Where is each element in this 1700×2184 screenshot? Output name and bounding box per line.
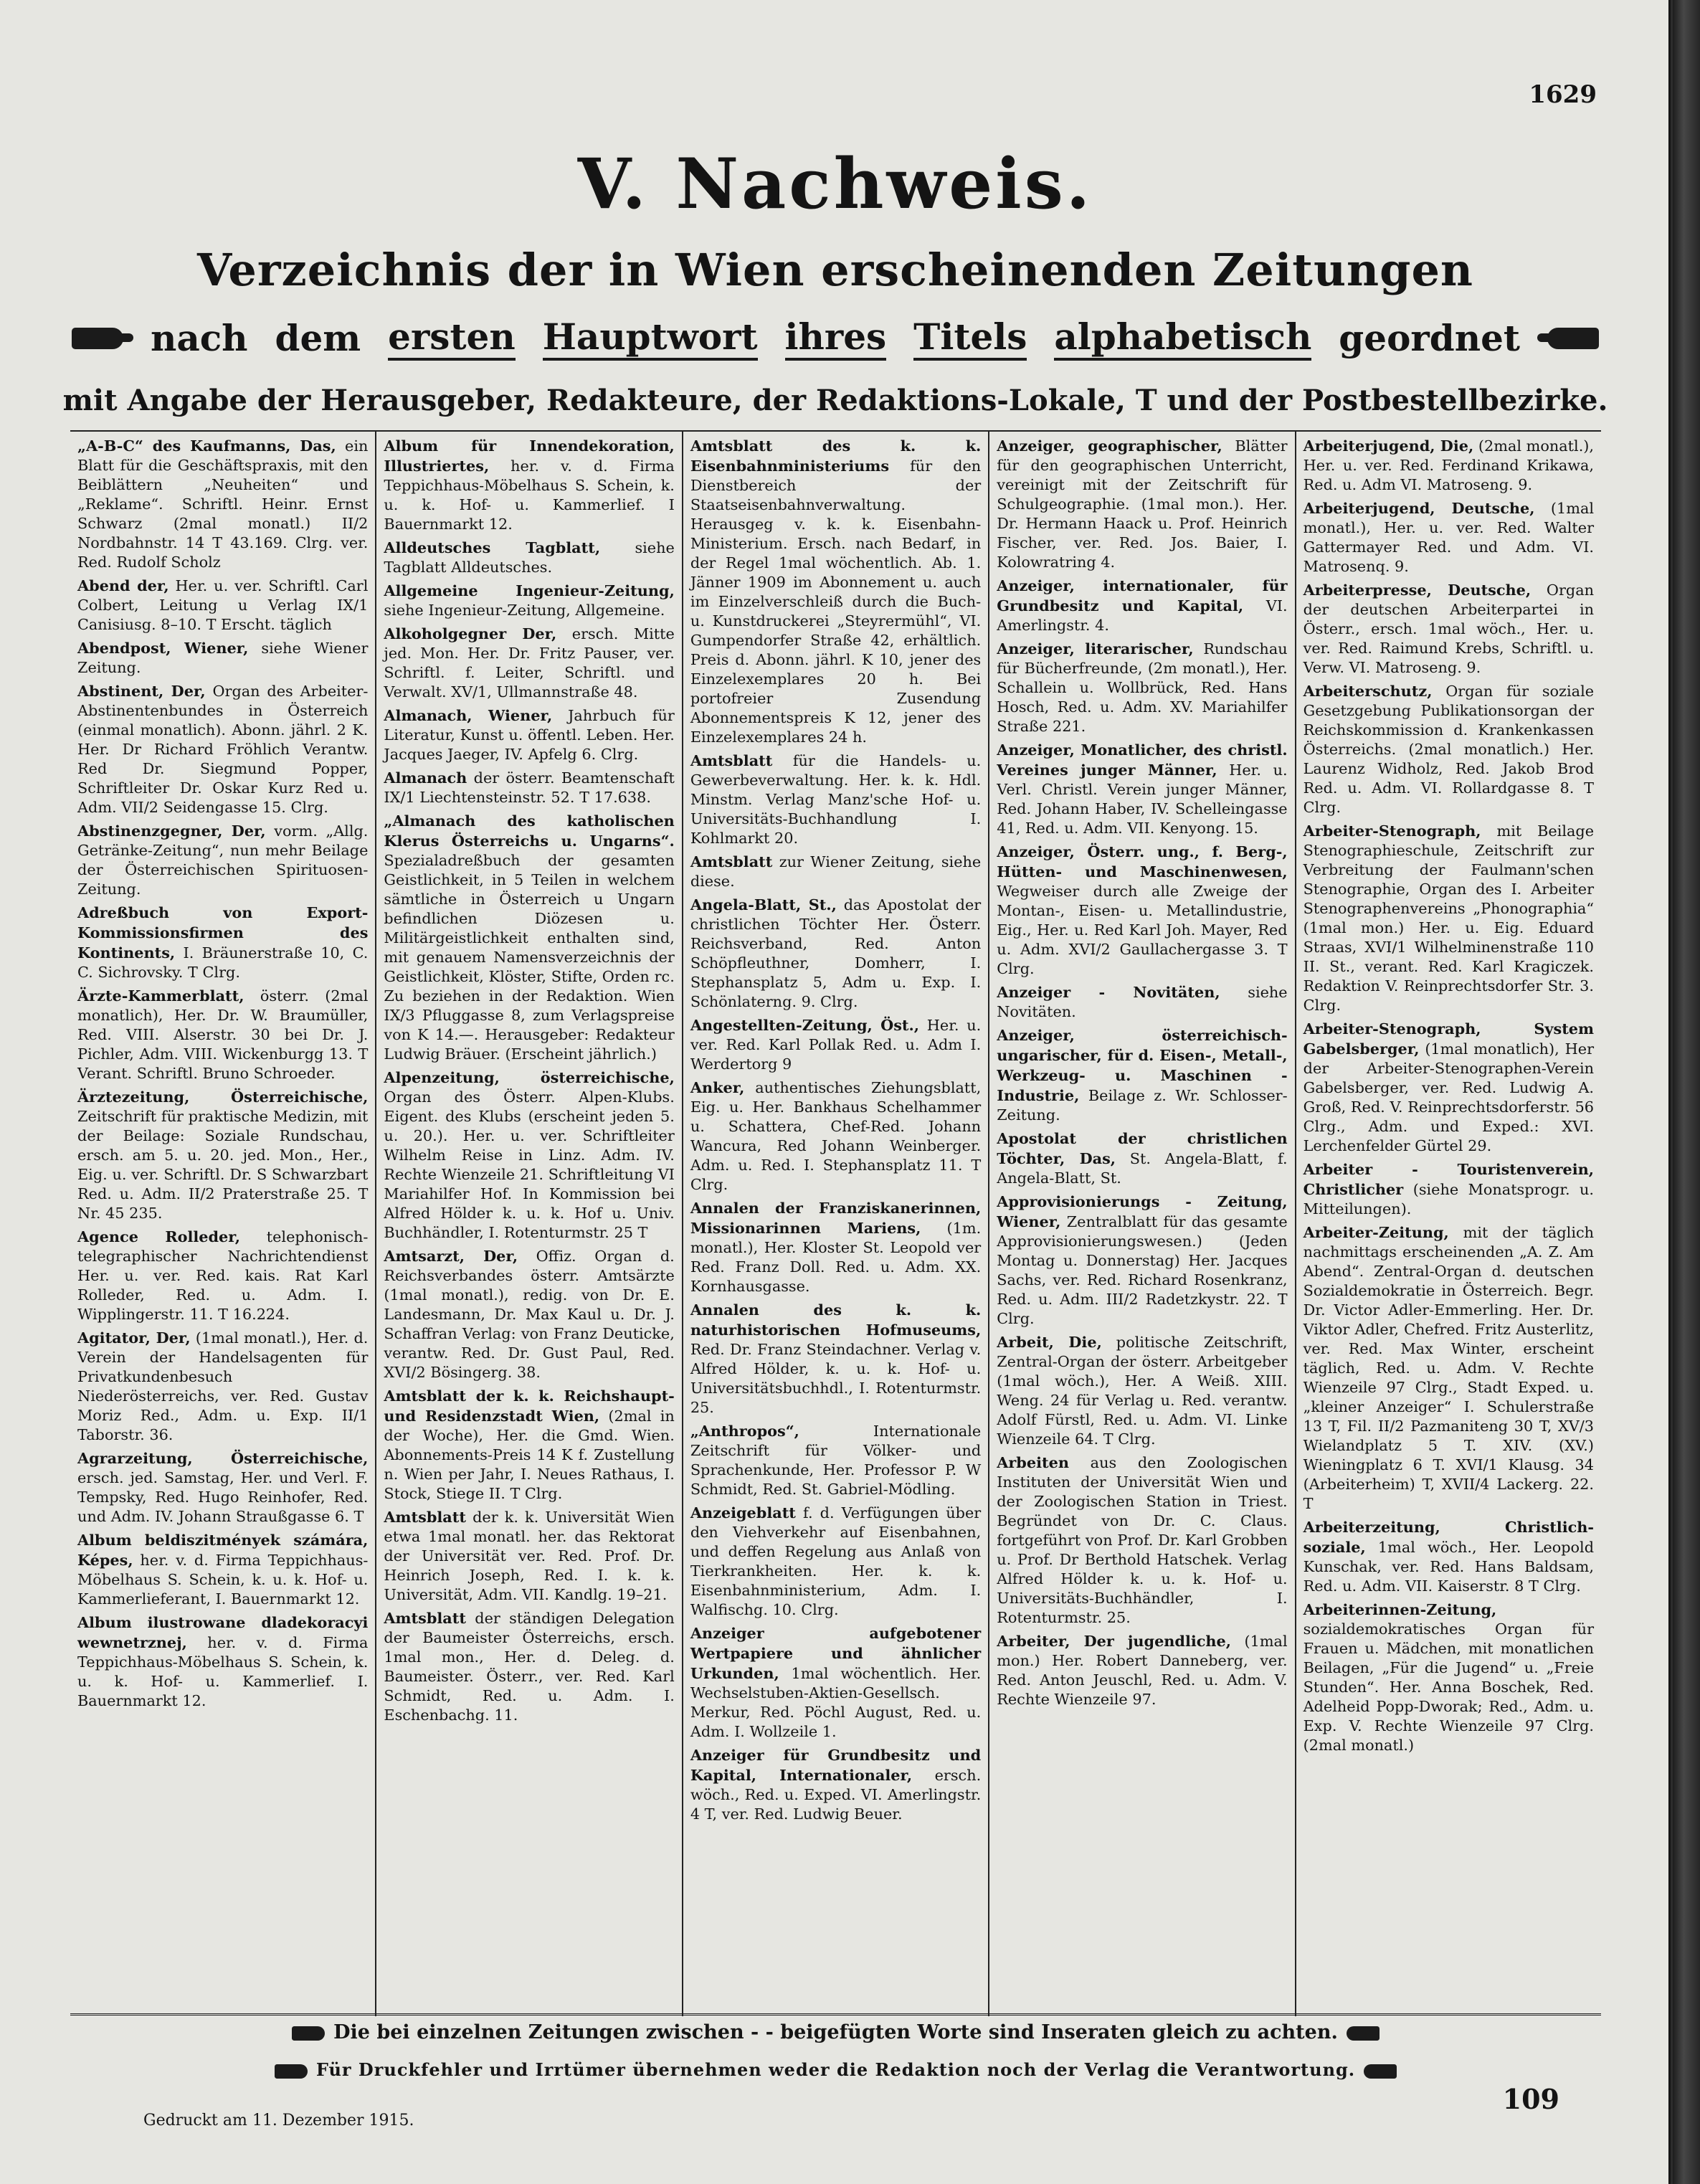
directory-entry [384, 1507, 674, 1605]
entry-details: das Apostolat der christlichen Töchter Her. Österr. Reichsverband, Red. Anton Schöpfleuthner, Domherr, I. Stephansplatz 5, Adm u. Exp. I. Schönlaterng. 9. Clrg. [690, 896, 982, 1010]
entry-title: „Anthropos“, [690, 1422, 799, 1440]
entry-title: Amtsarzt, Der, [384, 1247, 518, 1265]
entry-details: siehe Wiener Zeitung. [77, 640, 369, 676]
print-date: Gedruckt am 11. Dezember 1915. [143, 2112, 414, 2130]
directory-entry [1304, 821, 1594, 1015]
heading-word: geordnet [1339, 317, 1520, 359]
directory-entry [77, 1328, 368, 1445]
directory-entry [1304, 1517, 1594, 1596]
entry-title: Arbeiten [997, 1453, 1069, 1471]
directory-column [1295, 432, 1601, 2016]
entry-title: Anzeiger, Monatlicher, des christl. Vereines junger Männer, [997, 741, 1288, 779]
entry-title: Annalen des k. k. naturhistorischen Hofmuseums, [690, 1301, 982, 1339]
directory-entry [1304, 1600, 1594, 1755]
entry-title: Agitator, Der, [77, 1329, 191, 1347]
directory-entry [997, 740, 1287, 838]
entry-details: Her. u. Verl. Christl. Verein junger Männer, Red. Johann Haber, IV. Schelleingasse 41, Red. u. Adm. VII. Kenyong. 15. [997, 761, 1288, 837]
entry-title: Anzeiger, internationaler, für Grundbesitz und Kapital, [997, 576, 1288, 614]
directory-entry [690, 1015, 981, 1074]
entry-details: her. v. d. Firma Teppichhaus-Möbelhaus S. Schein, k. u. k. Hof- u. Kammerlief. I. Bauernmarkt 12. [77, 1634, 369, 1709]
directory-entry [690, 751, 981, 848]
directory-entry [384, 581, 674, 620]
entry-details: mit der täglich nachmittags erscheinenden „A. Z. Am Abend“. Zentral-Organ d. deutschen Sozialdemokratie in Österreich. Begr. Dr. Victor Adler-Emmerling. Her. Dr. Viktor Adler, Chefred. Fritz Austerlitz, ver. Red. Max Winter, erscheint täglich, Red. u. Adm. V. Rechte Wienzeile 97 Clrg., Stadt Exped. u. „kleiner Anzeiger“ I. Schulerstraße 13 T, Fil. II/2 Pazmaniteng 30 T, XV/3 Wielandplatz 5 T. XIV. (XV.) Wieningplatz 6 T. XVI/1 Klausg. 34 (Arbeiterheim) T, XVII/4 Lackerg. 22. T [1303, 1224, 1595, 1512]
directory-entry [384, 1608, 674, 1725]
entry-details: zur Wiener Zeitung, siehe diese. [690, 853, 982, 890]
entry-details: Jahrbuch für Literatur, Kunst u. öffentl. Leben. Her. Jacques Jaeger, IV. Apfelg 6. Clrg. [384, 707, 675, 763]
directory-entry [997, 982, 1287, 1022]
scan-edge [1673, 0, 1700, 2184]
directory-entry [77, 821, 368, 899]
directory-entry [77, 903, 368, 982]
entry-details: Her. u. ver. Red. Karl Pollak Red. u. Adm I. Werdertorg 9 [690, 1017, 982, 1073]
heading-word: ersten [388, 315, 516, 361]
entry-details: (1m. monatl.), Her. Kloster St. Leopold ver Red. Franz Doll. Red. u. Adm. XX. Kornhausgasse. [690, 1220, 982, 1295]
entry-details: siehe Ingenieur-Zeitung, Allgemeine. [384, 602, 665, 619]
directory-entry [77, 1087, 368, 1223]
entry-details: Organ für soziale Gesetzgebung Publikationsorgan der Reichskommission d. Krankenkassen Österreichs. (2mal monatlich.) Her. Laurenz Widholz, Red. Jakob Brod Red. u. Adm. VI. Rollardgasse 8. T Clrg. [1303, 683, 1595, 816]
directory-entry [77, 576, 368, 635]
directory-entry [77, 1227, 368, 1324]
directory-entry [690, 1503, 981, 1620]
entry-details: Blätter für den geographischen Unterricht, vereinigt mit der Zeitschrift für Schulgeographie. (1mal mon.). Her. Dr. Hermann Haack u. Prof. Heinrich Fischer, ver. Red. Jos. Baier, I. Kolowratring 4. [997, 437, 1288, 571]
entry-details: Beilage z. Wr. Schlosser-Zeitung. [997, 1087, 1288, 1124]
entry-title: Arbeiterjugend, Deutsche, [1303, 499, 1535, 517]
entry-title: Allgemeine Ingenieur-Zeitung, [384, 581, 675, 599]
entry-details: politische Zeitschrift, Zentral-Organ der österr. Arbeitgeber (1mal wöch.), Her. A Weiß. XIII. Weng. 24 für Verlag u. Red. verantw. Adolf Fürstl, Red. u. Adm. VI. Linke Wienzeile 64. T Clrg. [997, 1334, 1288, 1448]
entry-details: authentisches Ziehungsblatt, Eig. u. Her. Bankhaus Schelhammer u. Schattera, Chef-Red. Johann Wancura, Red Johann Weinberger. Adm. u. Red. I. Stephansplatz 11. T Clrg. [690, 1079, 982, 1193]
entry-title: Arbeiter-Stenograph, [1303, 822, 1481, 840]
directory-entry [997, 1332, 1287, 1449]
entry-details: ersch. jed. Samstag, Her. und Verl. F. Tempsky, Red. Hugo Reinhofer, Red. und Adm. IV. Johann Straußgasse 6. T [77, 1469, 369, 1525]
page-title: V. Nachweis. [577, 143, 1093, 224]
directory-entry [997, 1192, 1287, 1329]
directory-entry [77, 1613, 368, 1711]
entry-title: Amtsblatt der k. k. Reichshaupt- und Residenzstadt Wien, [384, 1387, 675, 1425]
entry-details: ersch. Mitte jed. Mon. Her. Dr. Fritz Pauser, ver. Schriftl. f. Leiter, Schriftl. und Verwalt. XV/1, Ullmannstraße 48. [384, 625, 675, 701]
entry-title: Arbeiterzeitung, Christlich-soziale, [1303, 1518, 1595, 1556]
directory-entry [384, 706, 674, 764]
entry-title: Anzeiger aufgebotener Wertpapiere und ähnlicher Urkunden, [690, 1624, 982, 1682]
heading-details: mit Angabe der Herausgeber, Redakteure, der Redaktions-Lokale, T und der Postbestellbezirke. [62, 384, 1608, 417]
entry-title: Arbeiter-Zeitung, [1303, 1223, 1449, 1241]
entry-details: mit Beilage Stenographieschule, Zeitschrift zur Verbreitung der Faulmann'schen Stenographie, Organ des I. Arbeiter Stenographenvereins „Phonographia“ (1mal mon.) Her. u. Eig. Eduard Straas, XVI/1 Wilhelminenstraße 110 II. St., verant. Red. Karl Kragiczek. Redaktion V. Reinprechtsdorfer Str. 3. Clrg. [1303, 822, 1595, 1014]
entry-details: (2mal in der Woche), Her. die Gmd. Wien. Abonnements-Preis 14 K f. Zustellung n. Wien per Jahr, I. Neues Rathaus, I. Stock, Stiege II. T Clrg. [384, 1407, 675, 1502]
entry-details: Internationale Zeitschrift für Völker- und Sprachenkunde, Her. Professor P. W Schmidt, Red. St. Gabriel-Mödling. [690, 1423, 982, 1498]
entry-title: Abend der, [77, 576, 169, 594]
entry-title: Album für Innendekoration, Illustriertes, [384, 437, 675, 475]
pointing-hand-icon [1364, 2064, 1397, 2079]
heading-word: ihres [785, 315, 887, 361]
directory-column [682, 432, 988, 2016]
entry-details: 1mal wöch., Her. Leopold Kunschak, ver. Red. Hans Baldsam, Red. u. Adm. VII. Kaiserstr. 8 T Clrg. [1303, 1539, 1595, 1595]
directory-entry [77, 986, 368, 1083]
directory-entry [690, 1300, 981, 1418]
entry-title: Alkoholgegner Der, [384, 625, 557, 642]
directory-entry [77, 638, 368, 678]
pointing-hand-icon [72, 328, 123, 349]
entry-title: Angela-Blatt, St., [690, 896, 837, 913]
entry-details: österr. (2mal monatlich), Her. Dr. W. Braumüller, Red. VIII. Alserstr. 30 bei Dr. J. Pichler, Adm. VIII. Wickenburgg 13. T Verant. Schriftl. Bruno Schroeder. [77, 987, 369, 1082]
entry-details: der k. k. Universität Wien etwa 1mal monatl. her. das Rektorat der Universität ver. Red. Prof. Dr. Heinrich Joseph, Red. I. k. k. Universität, Adm. VII. Kandlg. 19–21. [384, 1509, 675, 1603]
directory-column [988, 432, 1294, 2016]
entry-title: Agrarzeitung, Österreichische, [77, 1449, 369, 1467]
entry-title: Abstinent, Der, [77, 682, 206, 700]
page-number: 1629 [1529, 80, 1597, 109]
directory-entry [997, 1631, 1287, 1709]
directory-entry [384, 436, 674, 534]
directory-entry [997, 576, 1287, 635]
entry-title: Arbeiterpresse, Deutsche, [1303, 581, 1532, 599]
entry-details: Organ der deutschen Arbeiterpartei in Österr., ersch. 1mal wöch., Her. u. ver. Red. Raimund Krebs, Schriftl. u. Verw. VI. Matroseng. 9. [1303, 581, 1595, 676]
entry-details: (1mal monatl.), Her. u. ver. Red. Walter Gattermayer Red. und Adm. VI. Matrosenq. 9. [1303, 500, 1595, 575]
entry-title: Arbeit, Die, [997, 1333, 1102, 1351]
entry-title: „A-B-C“ des Kaufmanns, Das, [77, 437, 336, 455]
entry-details: ersch. wöch., Red. u. Exped. VI. Amerlingstr. 4 T, ver. Red. Ludwig Beuer. [690, 1767, 982, 1823]
directory-entry [997, 1453, 1287, 1628]
entry-details: siehe Novitäten. [997, 984, 1288, 1020]
sheet-number: 109 [1502, 2083, 1559, 2115]
entry-title: Album ilustrowane dladekoracyi wewnetrznej, [77, 1613, 369, 1651]
entry-details: f. d. Verfügungen über den Viehverkehr auf Eisenbahnen, und deffen Regelung aus Anlaß von Tierkrankheiten. Her. k. k. Eisenbahnministerium, Adm. I. Walfischg. 10. Clrg. [690, 1504, 982, 1618]
directory-entry [384, 768, 674, 807]
entry-title: Amtsblatt [384, 1609, 466, 1627]
entry-details: (2mal monatl.), Her. u. ver. Red. Ferdinand Krikawa, Red. u. Adm VI. Matroseng. 9. [1303, 437, 1595, 493]
entry-details: VI. Amerlingstr. 4. [997, 597, 1288, 634]
entry-title: Ärzte-Kammerblatt, [77, 987, 244, 1005]
entry-details: für die Handels- u. Gewerbeverwaltung. Her. k. k. Hdl. Minstm. Verlag Manz'sche Hof- u. Universitäts-Buchhandlung I. Kohlmarkt 20. [690, 752, 982, 847]
directory-entry [1304, 498, 1594, 576]
directory-entry [77, 1530, 368, 1609]
entry-details: 1mal wöchentlich. Her. Wechselstuben-Aktien-Gesellsch. Merkur, Red. Pöchl August, Red. u. Adm. I. Wollzeile 1. [690, 1665, 982, 1740]
heading-word: Titels [913, 315, 1027, 361]
entry-details: Organ des Österr. Alpen-Klubs. Eigent. des Klubs (erscheint jeden 5. u. 20.). Her. u. ver. Schriftleiter Wilhelm Reise in Linz. Adm. IV. Rechte Wienzeile 21. Schriftleitung VI Mariahilfer Hof. In Kommission bei Alfred Hölder k. u. k. Hof u. Univ. Buchhändler, I. Rotenturmstr. 25 T [384, 1088, 675, 1241]
directory-entry [1304, 681, 1594, 817]
pointing-hand-icon [275, 2064, 308, 2079]
entry-details: Offiz. Organ d. Reichsverbandes österr. Amtsärzte (1mal monatl.), redig. von Dr. E. Landesmann, Dr. Max Kaul u. Dr. J. Schaffran Verlag: von Franz Deuticke, verantw. Red. Dr. Gust Paul, Red. XVI/2 Bösingerg. 38. [384, 1248, 675, 1381]
entry-title: Album beldiszitmények számára, Képes, [77, 1531, 369, 1569]
entry-details: I. Bräunerstraße 10, C. C. Sichrovsky. T Clrg. [77, 944, 369, 981]
directory-entry [384, 624, 674, 702]
footer-disclaimer [70, 2059, 1601, 2080]
entry-title: Almanach, Wiener, [384, 706, 553, 724]
entry-title: Arbeiter, Der jugendliche, [997, 1632, 1232, 1650]
entry-title: Amtsblatt [690, 853, 773, 870]
entry-details: Zentralblatt für das gesamte Approvisionierungswesen.) (Jeden Montag u. Donnerstag) Her. Jacques Sachs, ver. Red. Richard Rosenkranz, Red. u. Adm. III/2 Radetzkystr. 22. T Clrg. [997, 1213, 1288, 1327]
entry-title: Adreßbuch von Export-Kommissionsfirmen des Kontinents, [77, 903, 369, 962]
heading-word: alphabetisch [1054, 315, 1311, 361]
footer-disclaimer-text: Für Druckfehler und Irrtümer übernehmen weder die Redaktion noch der Verlag die Verantwortung. [315, 2059, 1356, 2080]
page-subtitle: Verzeichnis der in Wien erscheinenden Zeitungen [197, 244, 1473, 296]
directory-entry [77, 436, 368, 572]
directory-columns [70, 430, 1601, 2016]
entry-title: Arbeiterinnen-Zeitung, [1303, 1600, 1497, 1618]
directory-entry [1304, 436, 1594, 495]
directory-entry [384, 1068, 674, 1243]
entry-title: Amtsblatt [384, 1508, 466, 1526]
entry-title: Arbeiter - Touristenverein, Christlicher [1303, 1160, 1595, 1198]
directory-entry [77, 1448, 368, 1527]
entry-title: Anzeiger, literarischer, [997, 640, 1194, 657]
directory-entry [997, 1129, 1287, 1188]
entry-title: Anzeiger - Novitäten, [997, 983, 1220, 1001]
entry-title: Approvisionierungs - Zeitung, Wiener, [997, 1192, 1288, 1230]
entry-details: für den Dienstbereich der Staatseisenbahnverwaltung. Herausgeg v. k. k. Eisenbahn-Ministerium. Ersch. nach Bedarf, in der Regel 1mal wöchentlich. Ab. 1. Jänner 1909 im Abonnement u. auch im Einzelverschleiß durch die Buch- u. Kunstdruckerei „Steyrermühl“, VI. Gumpendorfer Straße 42, erhältlich. Preis d. Abonn. jährl. K 10, jener des Einzelexemplares 20 h. Bei portofreier Zusendung Abonnementspreis K 12, jener des Einzelexemplares 24 h. [690, 457, 982, 746]
entry-title: Abendpost, Wiener, [77, 639, 249, 657]
entry-details: Zeitschrift für praktische Medizin, mit der Beilage: Soziale Rundschau, ersch. am 5. u. 20. jed. Mon., Her., Eig. u. ver. Schriftl. Dr. S Schwarzbart Red. u. Adm. II/2 Praterstraße 25. T Nr. 45 235. [77, 1108, 369, 1222]
entry-title: Anker, [690, 1078, 745, 1096]
entry-title: Anzeiger, österreichisch-ungarischer, für d. Eisen-, Metall-, Werkzeug- u. Maschinen - Industrie, [997, 1026, 1288, 1104]
entry-title: Agence Rolleder, [77, 1228, 240, 1245]
entry-details: Organ des Arbeiter-Abstinentenbundes in Österreich (einmal monatlich). Abonn. jährl. 2 K. Her. Dr Richard Fröhlich Verantw. Red Dr. Siegmund Popper, Schriftleiter Dr. Oskar Kurz Red u. Adm. VII/2 Seidengasse 15. Clrg. [77, 683, 369, 816]
entry-details: Wegweiser durch alle Zweige der Montan-, Eisen- u. Metallindustrie, Eig., Her. u. Red Karl Joh. Mayer, Red u. Adm. XVI/2 Gaullachergasse 3. T Clrg. [997, 883, 1288, 977]
directory-column [70, 432, 375, 2016]
entry-title: Annalen der Franziskanerinnen, Missionarinnen Mariens, [690, 1199, 982, 1237]
entry-title: Anzeiger, Österr. ung., f. Berg-, Hütten- und Maschinenwesen, [997, 842, 1288, 880]
entry-details: (1mal mon.) Her. Robert Danneberg, ver. Red. Anton Jeuschl, Red. u. Adm. V. Rechte Wienzeile 97. [997, 1633, 1288, 1708]
entry-title: Arbeiterjugend, Die, [1303, 437, 1474, 455]
entry-title: „Almanach des katholischen Klerus Österreichs u. Ungarns“. [384, 812, 675, 850]
directory-entry [690, 1078, 981, 1195]
entry-details: sozialdemokratisches Organ für Frauen u. Mädchen, mit monatlichen Beilagen, „Für die Jugend“ u. „Freie Stunden“. Her. Anna Boschek, Red. Adelheid Popp-Dworak; Red., Adm. u. Exp. V. Rechte Wienzeile 97 Clrg. (2mal monatl.) [1303, 1620, 1595, 1754]
directory-column [375, 432, 681, 2016]
entry-details: (1mal monatlich), Her der Arbeiter-Stenographen-Verein Gabelsberger, ver. Red. Ludwig A. Groß, Red. V. Reinprechtsdorferstr. 56 Clrg., Adm. und Exped.: XVI. Lerchenfelder Gürtel 29. [1303, 1040, 1595, 1154]
entry-details: St. Angela-Blatt, f. Angela-Blatt, St. [997, 1150, 1288, 1187]
footer-note [70, 2013, 1601, 2043]
entry-details: der österr. Beamtenschaft IX/1 Liechtensteinstr. 52. T 17.638. [384, 769, 675, 806]
directory-entry [997, 1025, 1287, 1125]
entry-title: Anzeiger, geographischer, [997, 437, 1222, 455]
entry-details: vorm. „Allg. Getränke-Zeitung“, nun mehr Beilage der Österreichischen Spirituosen-Zeitung. [77, 822, 369, 898]
directory-entry [77, 681, 368, 817]
entry-title: Almanach [384, 769, 467, 787]
directory-entry [384, 538, 674, 577]
entry-title: Alldeutsches Tagblatt, [384, 538, 601, 556]
heading-word: dem [275, 317, 361, 359]
directory-entry [690, 1623, 981, 1742]
directory-entry [384, 1386, 674, 1504]
pointing-hand-icon [292, 2026, 325, 2041]
entry-details: telephonisch-telegraphischer Nachrichtendienst Her. u. ver. Red. kais. Rat Karl Rolleder, Red. u. Adm. I. Wipplingerstr. 11. T 16.224. [77, 1228, 369, 1323]
heading-word: nach [150, 317, 248, 359]
entry-title: Anzeiger für Grundbesitz und Kapital, Internationaler, [690, 1746, 982, 1784]
entry-details: siehe Tagblatt Alldeutsches. [384, 539, 675, 576]
directory-entry [997, 842, 1287, 979]
entry-title: Apostolat der christlichen Töchter, Das, [997, 1129, 1288, 1167]
entry-details: (1mal monatl.), Her. d. Verein der Handelsagenten für Privatkundenbesuch Niederösterreichs, ver. Red. Gustav Moriz Red., Adm. u. Exp. II/1 Taborstr. 36. [77, 1329, 369, 1443]
entry-details: ein Blatt für die Geschäftspraxis, mit den Beiblättern „Neuheiten“ und „Reklame“. Schriftl. Heinr. Ernst Schwarz (2mal monatl.) II/2 Nordbahnstr. 14 T 43.169. Clrg. ver. Red. Rudolf Scholz [77, 437, 369, 571]
directory-entry [997, 639, 1287, 736]
entry-details: (siehe Monatsprogr. u. Mitteilungen). [1303, 1181, 1595, 1217]
entry-details: Spezialadreßbuch der gesamten Geistlichkeit, in 5 Teilen in welchem sämtliche in Österreich u Ungarn befindlichen Diözesen u. Militärgeistlichkeit enthalten sind, mit genauem Namensverzeichnis der Geistlichkeit, Klöster, Stifte, Orden rc. Zu beziehen in der Redaktion. Wien IX/3 Pfluggasse 8, zum Verlagspreise von K 14.—. Herausgeber: Redakteur Ludwig Bräuer. (Erscheint jährlich.) [384, 852, 675, 1063]
entry-details: der ständigen Delegation der Baumeister Österreichs, ersch. 1mal mon., Her. d. Deleg. d. Baumeister. Österr., ver. Red. Karl Schmidt, Red. u. Adm. I. Eschenbachg. 11. [384, 1610, 675, 1724]
heading-word: Hauptwort [543, 315, 758, 361]
directory-entry [1304, 580, 1594, 678]
directory-entry [690, 1198, 981, 1296]
entry-title: Arbeiter-Stenograph, System Gabelsberger, [1303, 1020, 1595, 1058]
entry-title: Amtsblatt des k. k. Eisenbahnministeriums [690, 437, 982, 475]
entry-title: Anzeigeblatt [690, 1504, 796, 1521]
directory-entry [1304, 1222, 1594, 1514]
directory-entry [997, 436, 1287, 572]
directory-entry [690, 895, 981, 1012]
directory-entry [384, 1246, 674, 1382]
pointing-hand-icon [1347, 2026, 1380, 2041]
entry-title: Amtsblatt [690, 751, 773, 769]
entry-details: her. v. d. Firma Teppichhaus-Möbelhaus S. Schein, k. u. k. Hof- u. Kammerlief. I Bauernmarkt 12. [384, 457, 675, 533]
pointing-hand-icon [1547, 328, 1599, 349]
directory-entry [384, 811, 674, 1064]
entry-details: aus den Zoologischen Instituten der Universität Wien und der Zoologischen Station in Triest. Begründet von Dr. C. Claus. fortgeführt von Prof. Dr. Karl Grobben u. Prof. Dr Berthold Hatschek. Verlag Alfred Hölder k. u. k. Hof- u. Universitäts-Buchhändler, I. Rotenturmstr. 25. [997, 1454, 1288, 1626]
entry-details: Her. u. ver. Schriftl. Carl Colbert, Leitung u Verlag IX/1 Canisiusg. 8–10. T Erscht. täglich [77, 577, 369, 633]
directory-entry [690, 436, 981, 747]
entry-title: Alpenzeitung, österreichische, [384, 1068, 675, 1086]
entry-title: Arbeiterschutz, [1303, 682, 1433, 700]
entry-details: her. v. d. Firma Teppichhaus-Möbelhaus S. Schein, k. u. k. Hof- u. Kammerlieferant, I. Bauernmarkt 12. [77, 1552, 369, 1608]
directory-entry [690, 1421, 981, 1499]
entry-details: Red. Dr. Franz Steindachner. Verlag v. Alfred Hölder, k. u. k. Hof- u. Universitätsbuchhdl., I. Rotenturmstr. 25. [690, 1341, 982, 1416]
entry-title: Ärztezeitung, Österreichische, [77, 1088, 369, 1106]
ordering-heading [72, 315, 1599, 361]
directory-entry [690, 852, 981, 891]
entry-title: Abstinenzgegner, Der, [77, 822, 266, 840]
footer-note-text: Die bei einzelnen Zeitungen zwischen - - beigefügten Worte sind Inseraten gleich zu achten. [333, 2021, 1338, 2043]
directory-entry [1304, 1159, 1594, 1219]
directory-entry [1304, 1019, 1594, 1156]
entry-details: Rundschau für Bücherfreunde, (2m monatl.), Her. Schallein u. Wollbrück, Red. Hans Hosch, Red. u. Adm. XV. Mariahilfer Straße 221. [997, 640, 1288, 735]
directory-entry [690, 1745, 981, 1824]
entry-title: Angestellten-Zeitung, Öst., [690, 1016, 920, 1034]
